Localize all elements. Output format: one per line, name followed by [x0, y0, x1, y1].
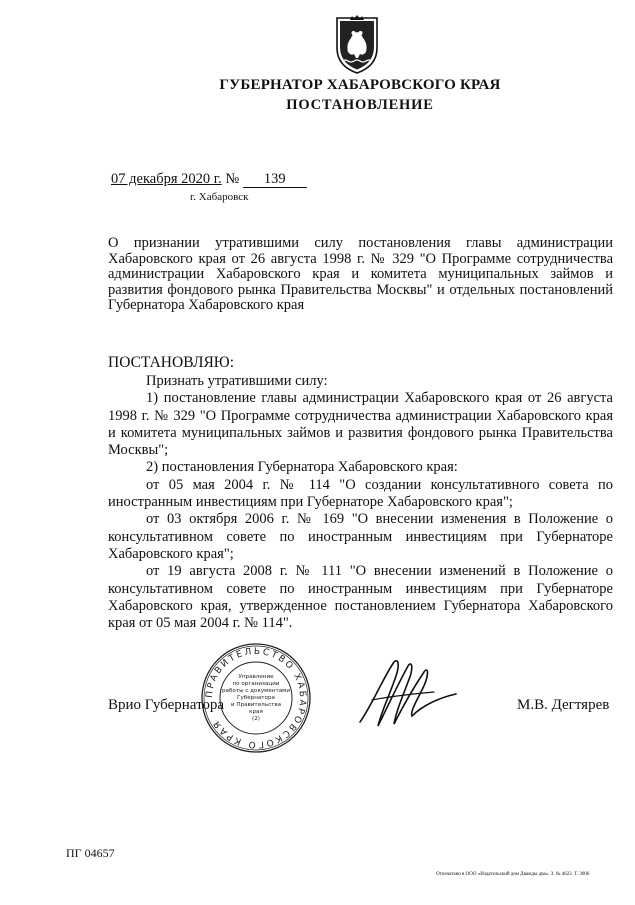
- form-code: ПГ 04657: [66, 846, 115, 860]
- paragraph: от 05 мая 2004 г. № 114 "О создании консультативного совета по иностранным инвестициям при Губернаторе Хабаровского края";: [108, 476, 613, 511]
- decree-body: [108, 373, 613, 632]
- paragraph: 1) постановление главы администрации Хабаровского края от 26 августа 1998 г. № 329 "О Программе сотрудничества администрации Хабаровского края и комитета муниципальных займов и развития фондового рынка Правительства Москвы";: [108, 390, 613, 459]
- decree-word: ПОСТАНОВЛЯЮ:: [108, 354, 235, 371]
- document-type: ПОСТАНОВЛЕНИЕ: [286, 97, 434, 113]
- signer-role: Врио Губернатора: [108, 697, 225, 713]
- signer-name: М.В. Дегтярев: [517, 697, 610, 713]
- printer-imprint: Отпечатано в ООО «Издательский дом Дважды два». З. № 4622. Т. 3000: [436, 872, 590, 877]
- stamp-line: и Правительства: [230, 702, 282, 708]
- paragraph: 2) постановления Губернатора Хабаровского края:: [146, 459, 458, 476]
- stamp-line: Губернатора: [237, 695, 275, 701]
- document-number: 139: [243, 172, 307, 188]
- issuing-authority: ГУБЕРНАТОР ХАБАРОВСКОГО КРАЯ: [219, 77, 501, 93]
- stamp-line: работы с документами: [222, 688, 290, 694]
- official-stamp-icon: [200, 642, 312, 754]
- document-subject: О признании утратившими силу постановления главы администрации Хабаровского края от 26 августа 1998 г. № 329 "О Программе сотрудничества администрации Хабаровского края и комитета муниципальных займов и развития фондового рынка Правительства Москвы" и отдельных постановлений Губернатора Хабаровского края: [108, 235, 613, 313]
- paragraph: от 03 октября 2006 г. № 169 "О внесении изменения в Положение о консультативном совете по иностранным инвестициям при Губернаторе Хабаровского края";: [108, 511, 613, 562]
- paragraph: от 19 августа 2008 г. № 111 "О внесении изменений в Положение о консультативном совете по иностранным инвестициям при Губернаторе Хабаровского края, утвержденное постановлением Губернатора Хабаровского края от 05 мая 2004 г. № 114".: [108, 563, 613, 632]
- city: г. Хабаровск: [190, 191, 249, 203]
- document-date: 07 декабря 2020 г.: [111, 171, 222, 187]
- stamp-line: края: [249, 709, 263, 715]
- coat-of-arms-icon: [331, 14, 383, 76]
- stamp-ring-text: ПРАВИТЕЛЬСТВО ХАБАРОВСКОГО КРАЯ: [204, 646, 308, 750]
- paragraph: Признать утратившими силу:: [146, 373, 328, 389]
- stamp-line: по организации: [232, 681, 280, 687]
- stamp-line: (2): [252, 716, 260, 722]
- date-number-line: [111, 171, 307, 188]
- stamp-line: Управление: [238, 674, 274, 680]
- handwritten-signature-icon: [352, 650, 462, 742]
- number-sign: №: [225, 171, 240, 187]
